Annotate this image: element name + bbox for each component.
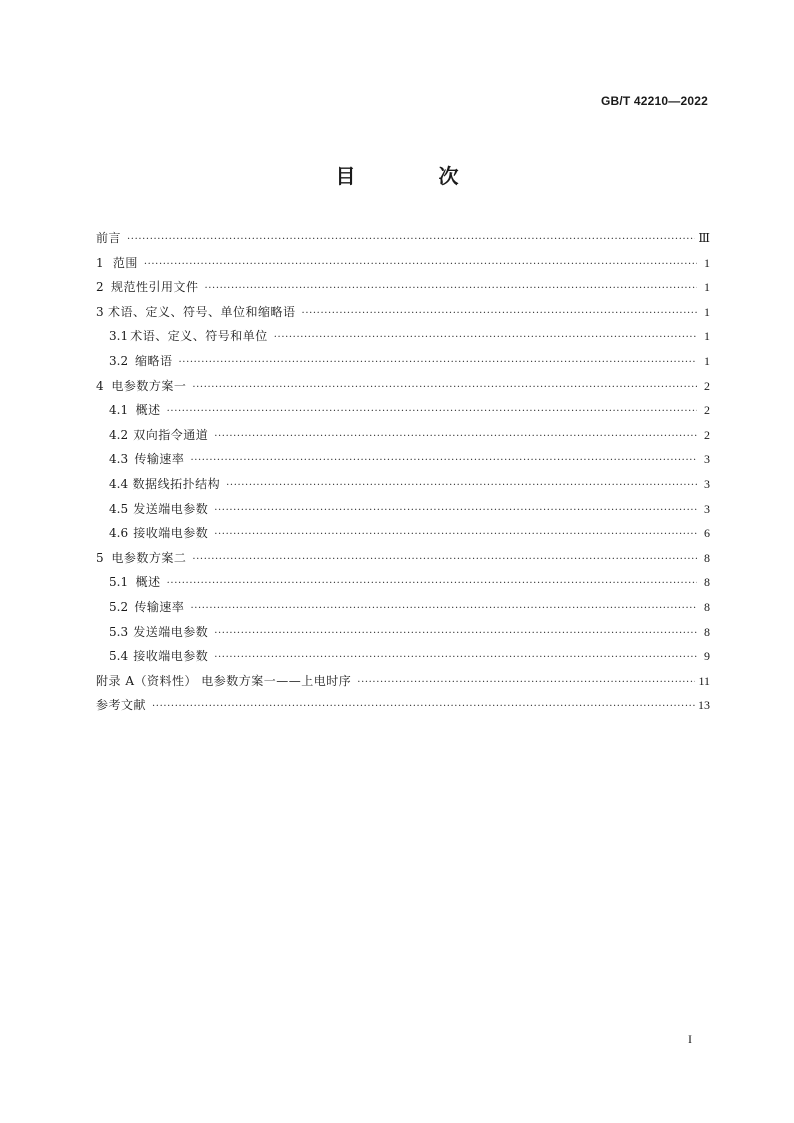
toc-entry-4-4[interactable] (96, 472, 710, 497)
toc-entry-appendix-a[interactable] (96, 669, 710, 694)
toc-entry-label: 概述 (135, 575, 161, 590)
toc-entry-number: 5.2 (109, 599, 129, 614)
toc-entry-number: 5.1 (109, 575, 129, 590)
toc-entry-label: 传输速率 (134, 452, 185, 467)
dot-leader (167, 572, 697, 597)
toc-entry-number: 2 (96, 280, 104, 295)
toc-entry-1[interactable] (96, 251, 710, 276)
toc-entry-page: 2 (704, 427, 710, 442)
toc-entry-5-3[interactable] (96, 620, 710, 645)
toc-entry-page: 8 (704, 624, 710, 639)
toc-entry-page: 13 (698, 698, 710, 713)
toc-entry-label: 电参数方案一 (111, 378, 187, 393)
toc-entry-page: 8 (704, 599, 710, 614)
toc-entry-5-4[interactable] (96, 644, 710, 669)
page-number: I (688, 1032, 692, 1046)
toc-entry-label: 缩略语 (135, 353, 173, 368)
standard-code: GB/T 42210—2022 (600, 94, 708, 108)
toc-entry-label: 传输速率 (134, 599, 185, 614)
toc-entry-page: 11 (698, 673, 710, 688)
toc-entry-number: 4.3 (109, 452, 129, 467)
toc-entry-number: 4 (96, 378, 104, 393)
toc-entry-number: 5 (96, 550, 104, 565)
toc-entry-label: 附录 A（资料性） 电参数方案一——上电时序 (96, 673, 352, 688)
toc-entry-label: 术语、定义、符号、单位和缩略语 (108, 304, 296, 319)
dot-leader (226, 474, 697, 499)
toc-entry-3[interactable] (96, 300, 710, 325)
toc-entry-3-2[interactable] (96, 349, 710, 374)
toc-entry-label: 接收端电参数 (133, 526, 209, 541)
toc-entry-number: 3 (96, 304, 104, 319)
toc-entry-label: 概述 (135, 403, 161, 418)
toc-entry-page: 9 (704, 649, 710, 664)
toc-entry-label: 前言 (96, 231, 122, 245)
toc-entry-number: 5.3 (109, 624, 129, 639)
toc-entry-page: 2 (704, 403, 710, 418)
dot-leader (274, 326, 697, 351)
toc-entry-4-2[interactable] (96, 423, 710, 448)
toc-entry-page: 2 (704, 378, 710, 393)
dot-leader (357, 671, 695, 696)
toc-entry-label: 术语、定义、符号和单位 (130, 329, 268, 344)
toc-entry-number: 4.2 (109, 427, 129, 442)
toc-entry-number: 4.6 (109, 526, 129, 541)
toc-entry-number: 4.1 (109, 403, 129, 418)
toc-entry-2[interactable] (96, 275, 710, 300)
dot-leader (144, 253, 697, 278)
toc-entry-number: 3.1 (109, 329, 129, 344)
toc-entry-page: 1 (704, 353, 710, 368)
toc-entry-label: 规范性引用文件 (110, 280, 199, 295)
toc-entry-4-5[interactable] (96, 497, 710, 522)
toc-entry-page: 3 (704, 476, 710, 491)
dot-leader (214, 523, 697, 548)
toc-entry-4-6[interactable] (96, 521, 710, 546)
toc-entry-4[interactable] (96, 374, 710, 399)
toc-entry-label: 电参数方案二 (111, 550, 187, 565)
toc-entry-page: 1 (704, 304, 710, 319)
toc-entry-page: 8 (704, 550, 710, 565)
toc-entry-label: 双向指令通道 (133, 427, 209, 442)
dot-leader (179, 351, 697, 376)
dot-leader (190, 449, 697, 474)
toc-entry-page: 6 (704, 526, 710, 541)
toc-entry-4-3[interactable] (96, 447, 710, 472)
toc-entry-5-1[interactable] (96, 570, 710, 595)
toc-entry-page: 8 (704, 575, 710, 590)
dot-leader (214, 425, 697, 450)
toc-entry-page: 3 (704, 452, 710, 467)
toc-entry-label: 发送端电参数 (133, 624, 209, 639)
toc-entry-3-1[interactable] (96, 324, 710, 349)
toc-entry-page: 1 (704, 280, 710, 295)
dot-leader (152, 695, 695, 720)
toc-entry-number: 1 (96, 255, 104, 270)
toc-entry-references[interactable] (96, 693, 710, 718)
toc-title: 目 次 (335, 164, 497, 188)
toc-entry-label: 参考文献 (96, 698, 147, 713)
toc-entry-label: 发送端电参数 (133, 501, 209, 516)
toc-entry-foreword[interactable] (96, 226, 710, 251)
toc-entry-5[interactable] (96, 546, 710, 571)
toc-entry-page: 1 (704, 329, 710, 344)
toc-entry-page: Ⅲ (698, 231, 710, 245)
dot-leader (214, 622, 697, 647)
toc-entry-number: 4.5 (109, 501, 129, 516)
toc-entry-number: 5.4 (109, 649, 129, 664)
toc-entry-4-1[interactable] (96, 398, 710, 423)
toc-entry-page: 1 (704, 255, 710, 270)
toc-entry-number: 4.4 (109, 476, 129, 491)
dot-leader (302, 302, 697, 327)
toc-entry-label: 接收端电参数 (133, 649, 209, 664)
dot-leader (192, 548, 697, 573)
table-of-contents (96, 226, 710, 718)
toc-entry-label: 数据线拓扑结构 (132, 476, 221, 491)
dot-leader (192, 376, 697, 401)
dot-leader (214, 499, 697, 524)
dot-leader (167, 400, 697, 425)
dot-leader (190, 597, 697, 622)
toc-entry-number: 3.2 (109, 353, 129, 368)
dot-leader (205, 277, 698, 302)
toc-entry-5-2[interactable] (96, 595, 710, 620)
dot-leader (127, 228, 695, 253)
dot-leader (214, 646, 697, 671)
toc-entry-label: 范围 (112, 255, 138, 270)
toc-entry-page: 3 (704, 501, 710, 516)
